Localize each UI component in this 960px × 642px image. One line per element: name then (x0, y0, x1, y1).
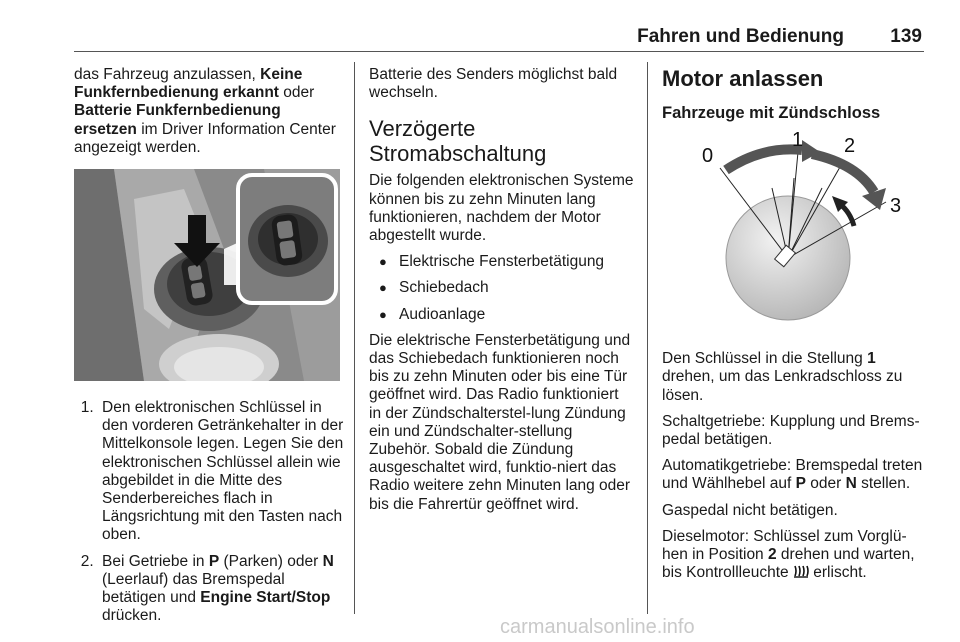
start-steps-list (74, 399, 344, 625)
subheading-ignition-lock: Fahrzeuge mit Zündschloss (662, 104, 881, 122)
section-title: Fahren und Bedienung (637, 26, 844, 47)
list-item: 2. Bei Getriebe in P (Parken) oder N (Leerlauf) das Bremspedal betätigen und Engine Start/Stop drücken. (98, 553, 344, 626)
instruction-key-position: Den Schlüssel in die Stellung 1 drehen, um das Lenkradschloss zu lösen. (662, 350, 903, 404)
list-item: ● Schiebedach (369, 279, 634, 297)
column-3 (662, 66, 927, 590)
position-label-2: 2 (844, 135, 856, 158)
instruction-diesel-preheat: Dieselmotor: Schlüssel zum Vorglü-hen in Position 2 drehen und warten, bis Kontrollleuchte erlischt. (662, 527, 915, 582)
column-divider-1 (354, 62, 355, 614)
column-1 (74, 66, 344, 633)
page-number: 139 (890, 26, 922, 47)
page-header (74, 24, 924, 52)
list-item: ● Elektrische Fensterbetätigung (369, 253, 634, 271)
delayed-power-intro: Die folgenden elektronischen Systeme können bis zu zehn Minuten lang funktionieren, nachdem der Motor abgestellt wurde. (369, 172, 634, 245)
watermark: carmanualsonline.info (500, 616, 695, 638)
column-2 (369, 66, 634, 522)
delayed-power-details: Die elektrische Fensterbetätigung und das Schiebedach funktionieren noch bis zu zehn Minuten oder bis eine Tür geöffnet wird. Das Radio funktioniert in der Zündschalterstel-lung Zündung ein und Zündschalter-stellung Zubehör. Sobald die Zündung ausgeschaltet wird, funktio-niert das Radio weitere zehn Minuten lang oder bis die Fahrertür geöffnet wird. (369, 331, 631, 513)
ignition-positions-figure (662, 130, 927, 330)
column-divider-2 (647, 62, 648, 614)
list-item: ● Audioanlage (369, 306, 634, 324)
list-item: 1. Den elektronischen Schlüssel in den vorderen Getränkehalter in der Mittelkonsole legen. Legen Sie den elektronischen Schlüssel allein wie abgebildet in die Mitte des Senderbereiches flach in Längsrichtung mit den Tasten nach oben. (98, 399, 344, 545)
instruction-accelerator: Gaspedal nicht betätigen. (662, 501, 838, 519)
position-label-1: 1 (792, 130, 804, 152)
section-heading-delayed-power: Verzögerte Stromabschaltung (369, 116, 547, 167)
position-label-0: 0 (702, 145, 714, 168)
intro-paragraph: das Fahrzeug anzulassen, Keine Funkfernbedienung erkannt oder Batterie Funkfernbedienung ersetzen im Driver Information Center angezeigt werden. (74, 66, 336, 156)
instruction-manual-gearbox: Schaltgetriebe: Kupplung und Brems-pedal betätigen. (662, 412, 920, 449)
instruction-automatic-gearbox: Automatikgetriebe: Bremspedal treten und Wählhebel auf P oder N stellen. (662, 457, 923, 493)
position-label-3: 3 (890, 195, 902, 218)
systems-list (369, 253, 634, 324)
key-cupholder-figure (74, 169, 340, 381)
continued-paragraph: Batterie des Senders möglichst bald wechseln. (369, 66, 618, 102)
section-heading-engine-start: Motor anlassen (662, 66, 824, 91)
glow-plug-icon (793, 565, 809, 578)
